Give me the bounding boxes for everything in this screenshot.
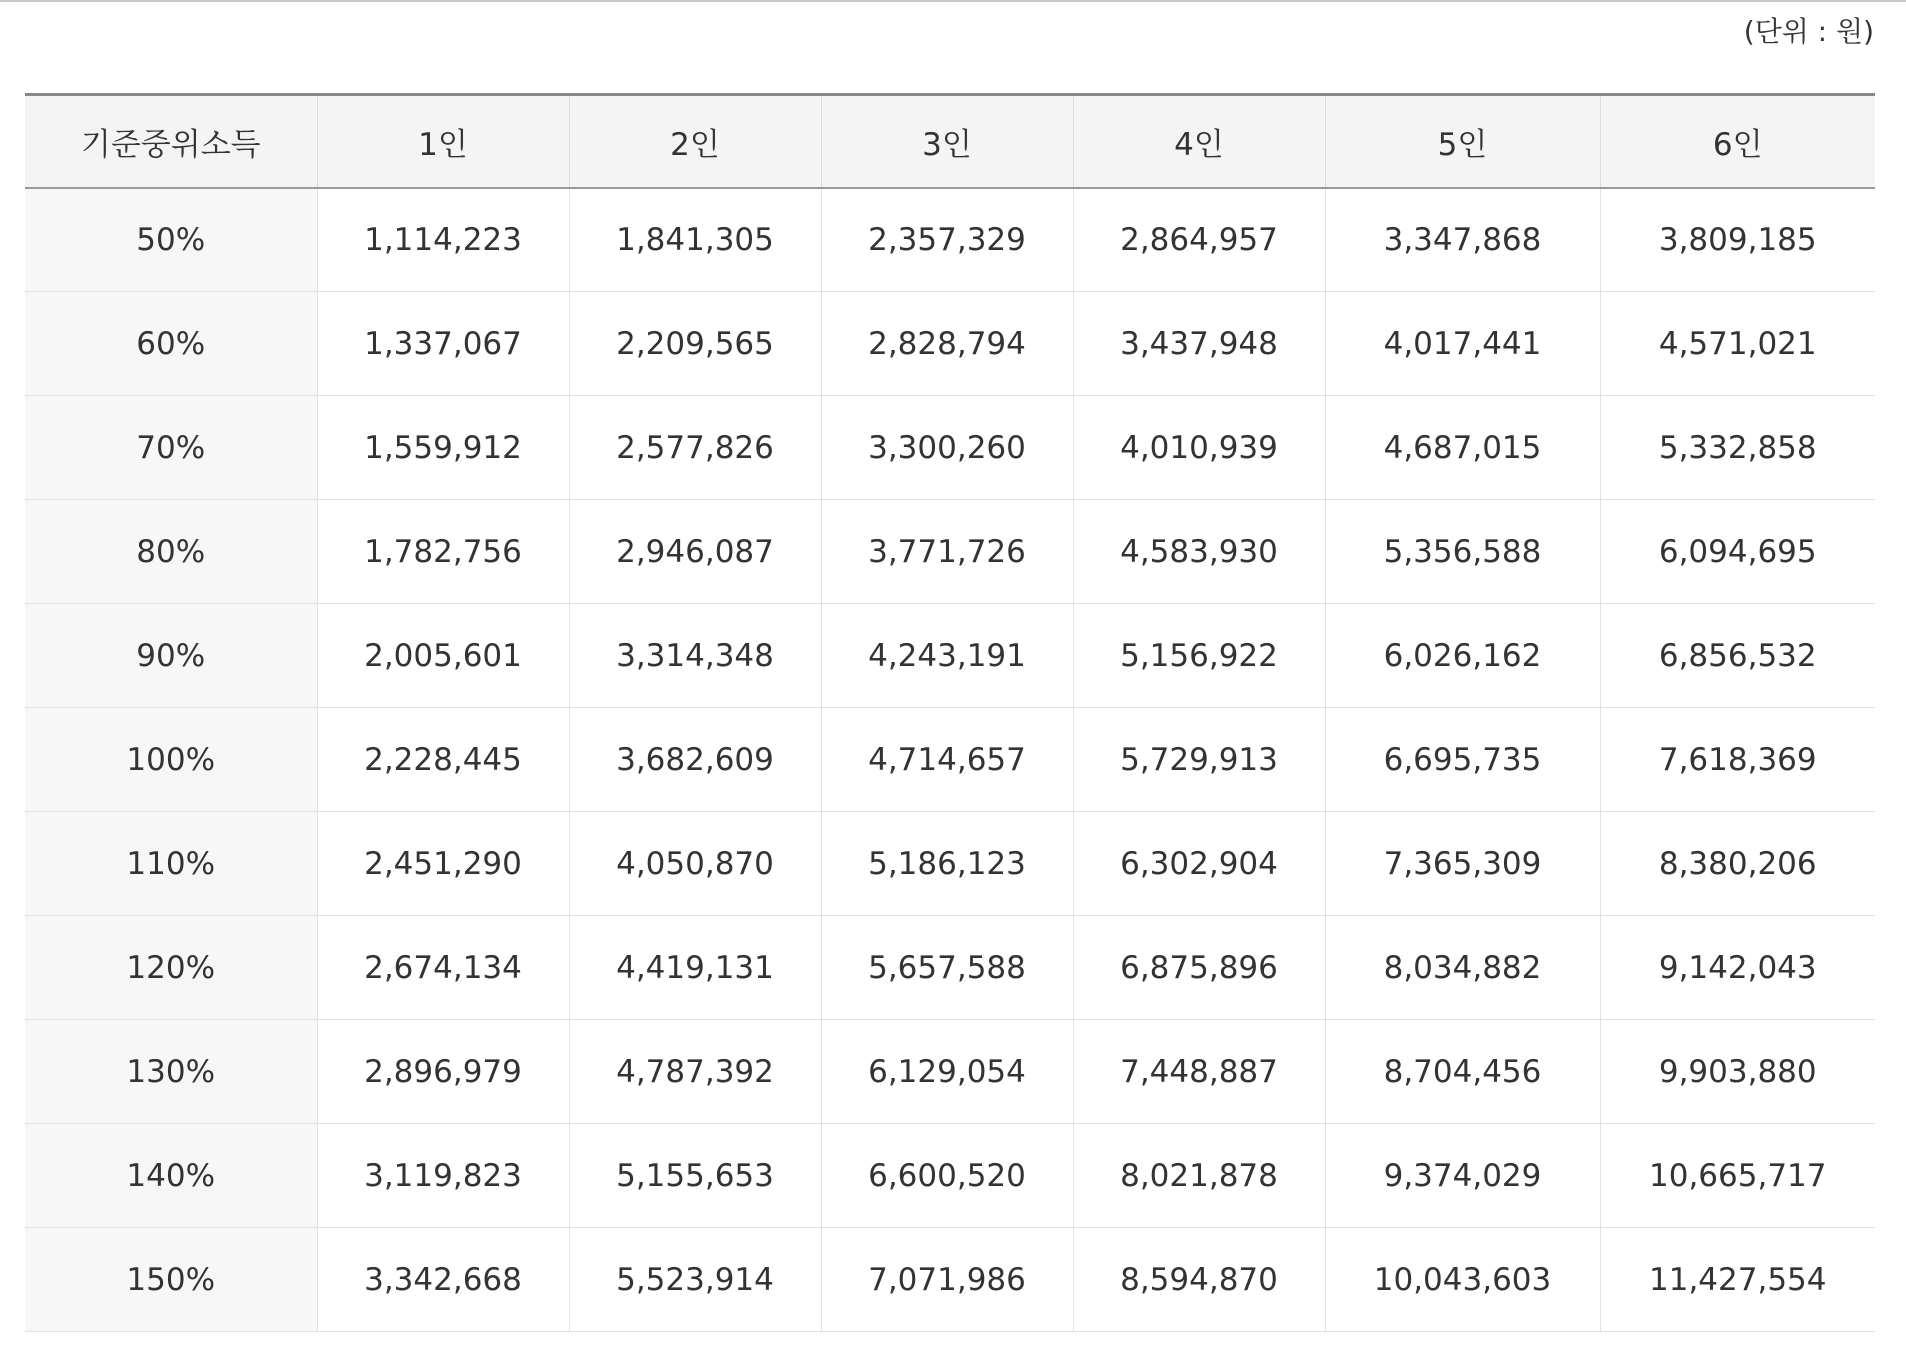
income-value-cell: 2,674,134 [317, 916, 569, 1020]
row-label-percent: 90% [25, 604, 317, 708]
income-value-cell: 2,005,601 [317, 604, 569, 708]
income-value-cell: 4,571,021 [1600, 292, 1875, 396]
income-value-cell: 7,071,986 [821, 1228, 1073, 1332]
income-value-cell: 2,896,979 [317, 1020, 569, 1124]
income-value-cell: 10,665,717 [1600, 1124, 1875, 1228]
row-label-percent: 50% [25, 188, 317, 292]
header-household-size: 3인 [821, 95, 1073, 188]
income-value-cell: 5,657,588 [821, 916, 1073, 1020]
income-value-cell: 4,419,131 [569, 916, 821, 1020]
income-value-cell: 2,828,794 [821, 292, 1073, 396]
header-household-size: 6인 [1600, 95, 1875, 188]
top-divider [0, 0, 1906, 2]
income-value-cell: 2,451,290 [317, 812, 569, 916]
income-value-cell: 7,365,309 [1325, 812, 1600, 916]
income-value-cell: 6,129,054 [821, 1020, 1073, 1124]
income-value-cell: 2,577,826 [569, 396, 821, 500]
median-income-table [25, 93, 1875, 1332]
income-value-cell: 3,300,260 [821, 396, 1073, 500]
income-value-cell: 3,771,726 [821, 500, 1073, 604]
income-value-cell: 5,332,858 [1600, 396, 1875, 500]
row-label-percent: 100% [25, 708, 317, 812]
income-value-cell: 5,156,922 [1073, 604, 1325, 708]
row-label-percent: 70% [25, 396, 317, 500]
header-household-size: 1인 [317, 95, 569, 188]
income-value-cell: 1,782,756 [317, 500, 569, 604]
income-value-cell: 5,155,653 [569, 1124, 821, 1228]
row-label-percent: 140% [25, 1124, 317, 1228]
row-label-percent: 110% [25, 812, 317, 916]
income-value-cell: 5,186,123 [821, 812, 1073, 916]
income-value-cell: 4,714,657 [821, 708, 1073, 812]
income-value-cell: 3,809,185 [1600, 188, 1875, 292]
income-value-cell: 8,034,882 [1325, 916, 1600, 1020]
income-value-cell: 6,875,896 [1073, 916, 1325, 1020]
header-household-size: 5인 [1325, 95, 1600, 188]
income-value-cell: 3,682,609 [569, 708, 821, 812]
table-row [25, 604, 1875, 708]
income-value-cell: 1,337,067 [317, 292, 569, 396]
income-value-cell: 4,050,870 [569, 812, 821, 916]
income-value-cell: 8,380,206 [1600, 812, 1875, 916]
table-row [25, 1124, 1875, 1228]
income-value-cell: 4,017,441 [1325, 292, 1600, 396]
income-value-cell: 2,357,329 [821, 188, 1073, 292]
income-value-cell: 1,114,223 [317, 188, 569, 292]
income-value-cell: 4,787,392 [569, 1020, 821, 1124]
income-value-cell: 3,314,348 [569, 604, 821, 708]
income-value-cell: 3,119,823 [317, 1124, 569, 1228]
table-row [25, 916, 1875, 1020]
income-table-container [25, 93, 1875, 1332]
header-household-size: 4인 [1073, 95, 1325, 188]
header-row [25, 95, 1875, 188]
table-body [25, 188, 1875, 1332]
income-value-cell: 9,142,043 [1600, 916, 1875, 1020]
income-value-cell: 2,946,087 [569, 500, 821, 604]
row-label-percent: 120% [25, 916, 317, 1020]
income-value-cell: 6,856,532 [1600, 604, 1875, 708]
income-value-cell: 5,523,914 [569, 1228, 821, 1332]
income-value-cell: 3,342,668 [317, 1228, 569, 1332]
table-row [25, 1228, 1875, 1332]
row-label-percent: 150% [25, 1228, 317, 1332]
header-household-size: 2인 [569, 95, 821, 188]
income-value-cell: 1,559,912 [317, 396, 569, 500]
income-value-cell: 2,228,445 [317, 708, 569, 812]
table-row [25, 292, 1875, 396]
header-income-level: 기준중위소득 [25, 95, 317, 188]
income-value-cell: 4,583,930 [1073, 500, 1325, 604]
income-value-cell: 4,010,939 [1073, 396, 1325, 500]
income-value-cell: 6,026,162 [1325, 604, 1600, 708]
income-value-cell: 1,841,305 [569, 188, 821, 292]
income-value-cell: 7,448,887 [1073, 1020, 1325, 1124]
income-value-cell: 8,704,456 [1325, 1020, 1600, 1124]
row-label-percent: 130% [25, 1020, 317, 1124]
income-value-cell: 5,729,913 [1073, 708, 1325, 812]
income-value-cell: 3,347,868 [1325, 188, 1600, 292]
table-row [25, 708, 1875, 812]
income-value-cell: 10,043,603 [1325, 1228, 1600, 1332]
table-row [25, 500, 1875, 604]
table-row [25, 1020, 1875, 1124]
income-value-cell: 5,356,588 [1325, 500, 1600, 604]
income-value-cell: 8,594,870 [1073, 1228, 1325, 1332]
table-header [25, 95, 1875, 188]
row-label-percent: 60% [25, 292, 317, 396]
income-value-cell: 9,374,029 [1325, 1124, 1600, 1228]
row-label-percent: 80% [25, 500, 317, 604]
income-value-cell: 11,427,554 [1600, 1228, 1875, 1332]
income-value-cell: 6,302,904 [1073, 812, 1325, 916]
income-value-cell: 6,094,695 [1600, 500, 1875, 604]
unit-note: (단위 : 원) [1743, 15, 1874, 48]
income-value-cell: 4,243,191 [821, 604, 1073, 708]
table-row [25, 396, 1875, 500]
income-value-cell: 6,600,520 [821, 1124, 1073, 1228]
income-value-cell: 2,209,565 [569, 292, 821, 396]
table-row [25, 812, 1875, 916]
income-value-cell: 4,687,015 [1325, 396, 1600, 500]
income-value-cell: 7,618,369 [1600, 708, 1875, 812]
income-value-cell: 2,864,957 [1073, 188, 1325, 292]
table-row [25, 188, 1875, 292]
income-value-cell: 3,437,948 [1073, 292, 1325, 396]
income-value-cell: 6,695,735 [1325, 708, 1600, 812]
income-value-cell: 8,021,878 [1073, 1124, 1325, 1228]
income-value-cell: 9,903,880 [1600, 1020, 1875, 1124]
